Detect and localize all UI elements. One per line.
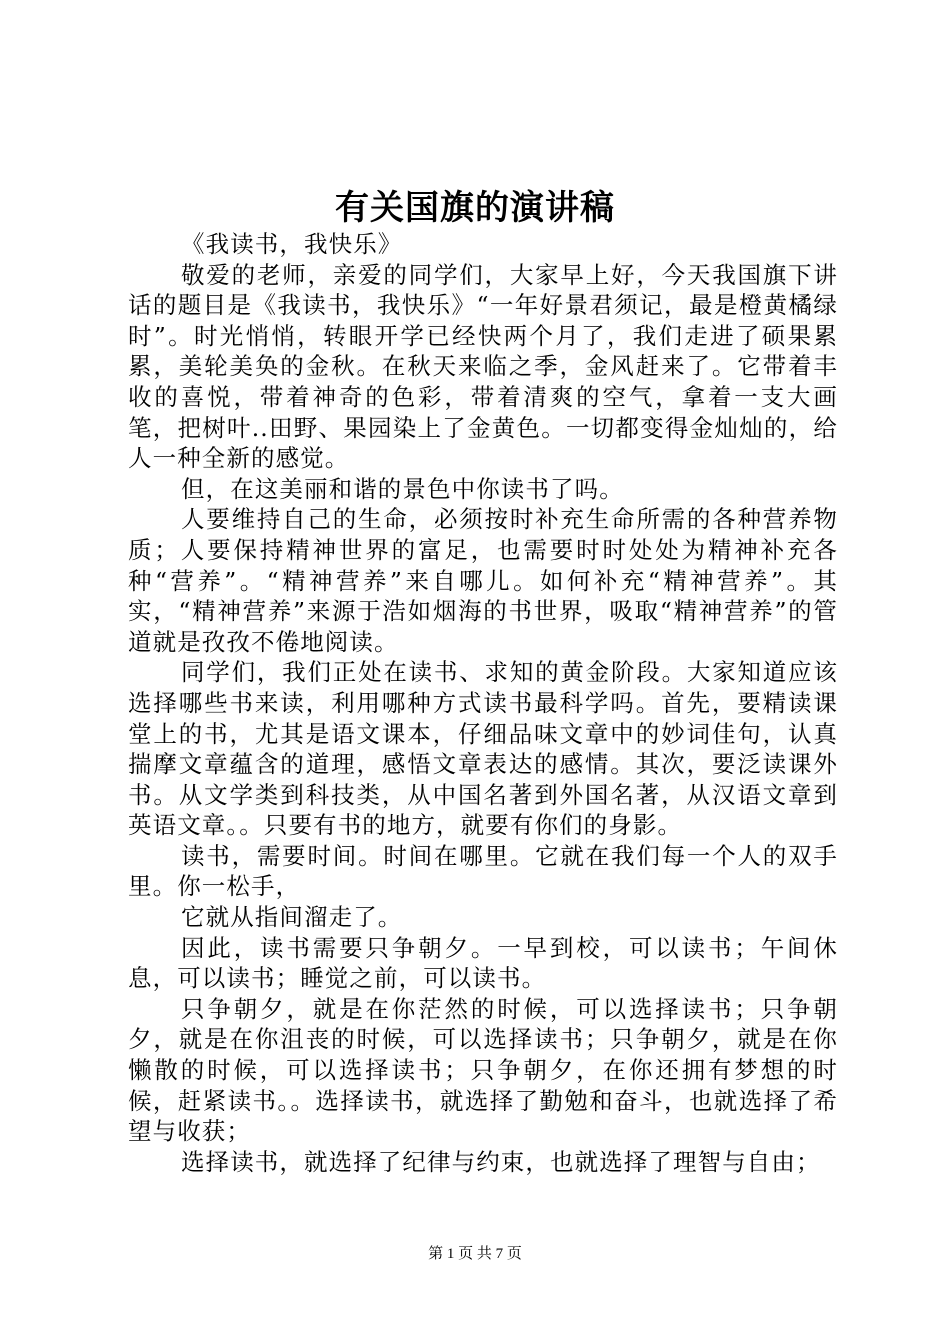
document-body [128,229,838,1177]
paragraph: 选择读书，就选择了纪律与约束，也就选择了理智与自由； [181,1147,821,1176]
paragraph: 读书，需要时间。时间在哪里。它就在我们每一个人的双手里。你一松手， [128,841,838,901]
paragraph: 同学们，我们正处在读书、求知的黄金阶段。大家知道应该选择哪些书来读，利用哪种方式读书最科学吗。首先，要精读课堂上的书，尤其是语文课本，仔细品味文章中的妙词佳句，认真揣摩文章蕴含的道理，感悟文章表达的感情。其次，要泛读课外书。从文学类到科技类，从中国名著到外国名著，从汉语文章到英语文章。。只要有书的地方，就要有你们的身影。 [128,658,838,840]
paragraph: 但，在这美丽和谐的景色中你读书了吗。 [181,474,624,503]
paragraph: 因此，读书需要只争朝夕。一早到校，可以读书；午间休息，可以读书；睡觉之前，可以读书。 [128,933,838,993]
paragraph: 它就从指间溜走了。 [181,903,403,932]
paragraph: 只争朝夕，就是在你茫然的时候，可以选择读书；只争朝夕，就是在你沮丧的时候，可以选择读书；只争朝夕，就是在你懒散的时候，可以选择读书；只争朝夕，在你还拥有梦想的时候，赶紧读书。。选择读书，就选择了勤勉和奋斗，也就选择了希望与收获； [128,994,838,1146]
paragraph: 敬爱的老师，亲爱的同学们，大家早上好，今天我国旗下讲话的题目是《我读书，我快乐》“一年好景君须记，最是橙黄橘绿时”。时光悄悄，转眼开学已经快两个月了，我们走进了硕果累累，美轮美奂的金秋。在秋天来临之季，金风赶来了。它带着丰收的喜悦，带着神奇的色彩，带着清爽的空气，拿着一支大画笔，把树叶..田野、果园染上了金黄色。一切都变得金灿灿的，给人一种全新的感觉。 [128,260,838,473]
paragraph: 人要维持自己的生命，必须按时补充生命所需的各种营养物质；人要保持精神世界的富足，也需要时时处处为精神补充各种“营养”。“精神营养”来自哪儿。如何补充“精神营养”。其实，“精神营养”来源于浩如烟海的书世界，吸取“精神营养”的管道就是孜孜不倦地阅读。 [128,505,838,656]
paragraph-subtitle: 《我读书，我快乐》 [181,230,403,258]
page-number-footer: 第 1 页 共 7 页 [428,1246,522,1262]
document-title: 有关国旗的演讲稿 [335,188,615,228]
